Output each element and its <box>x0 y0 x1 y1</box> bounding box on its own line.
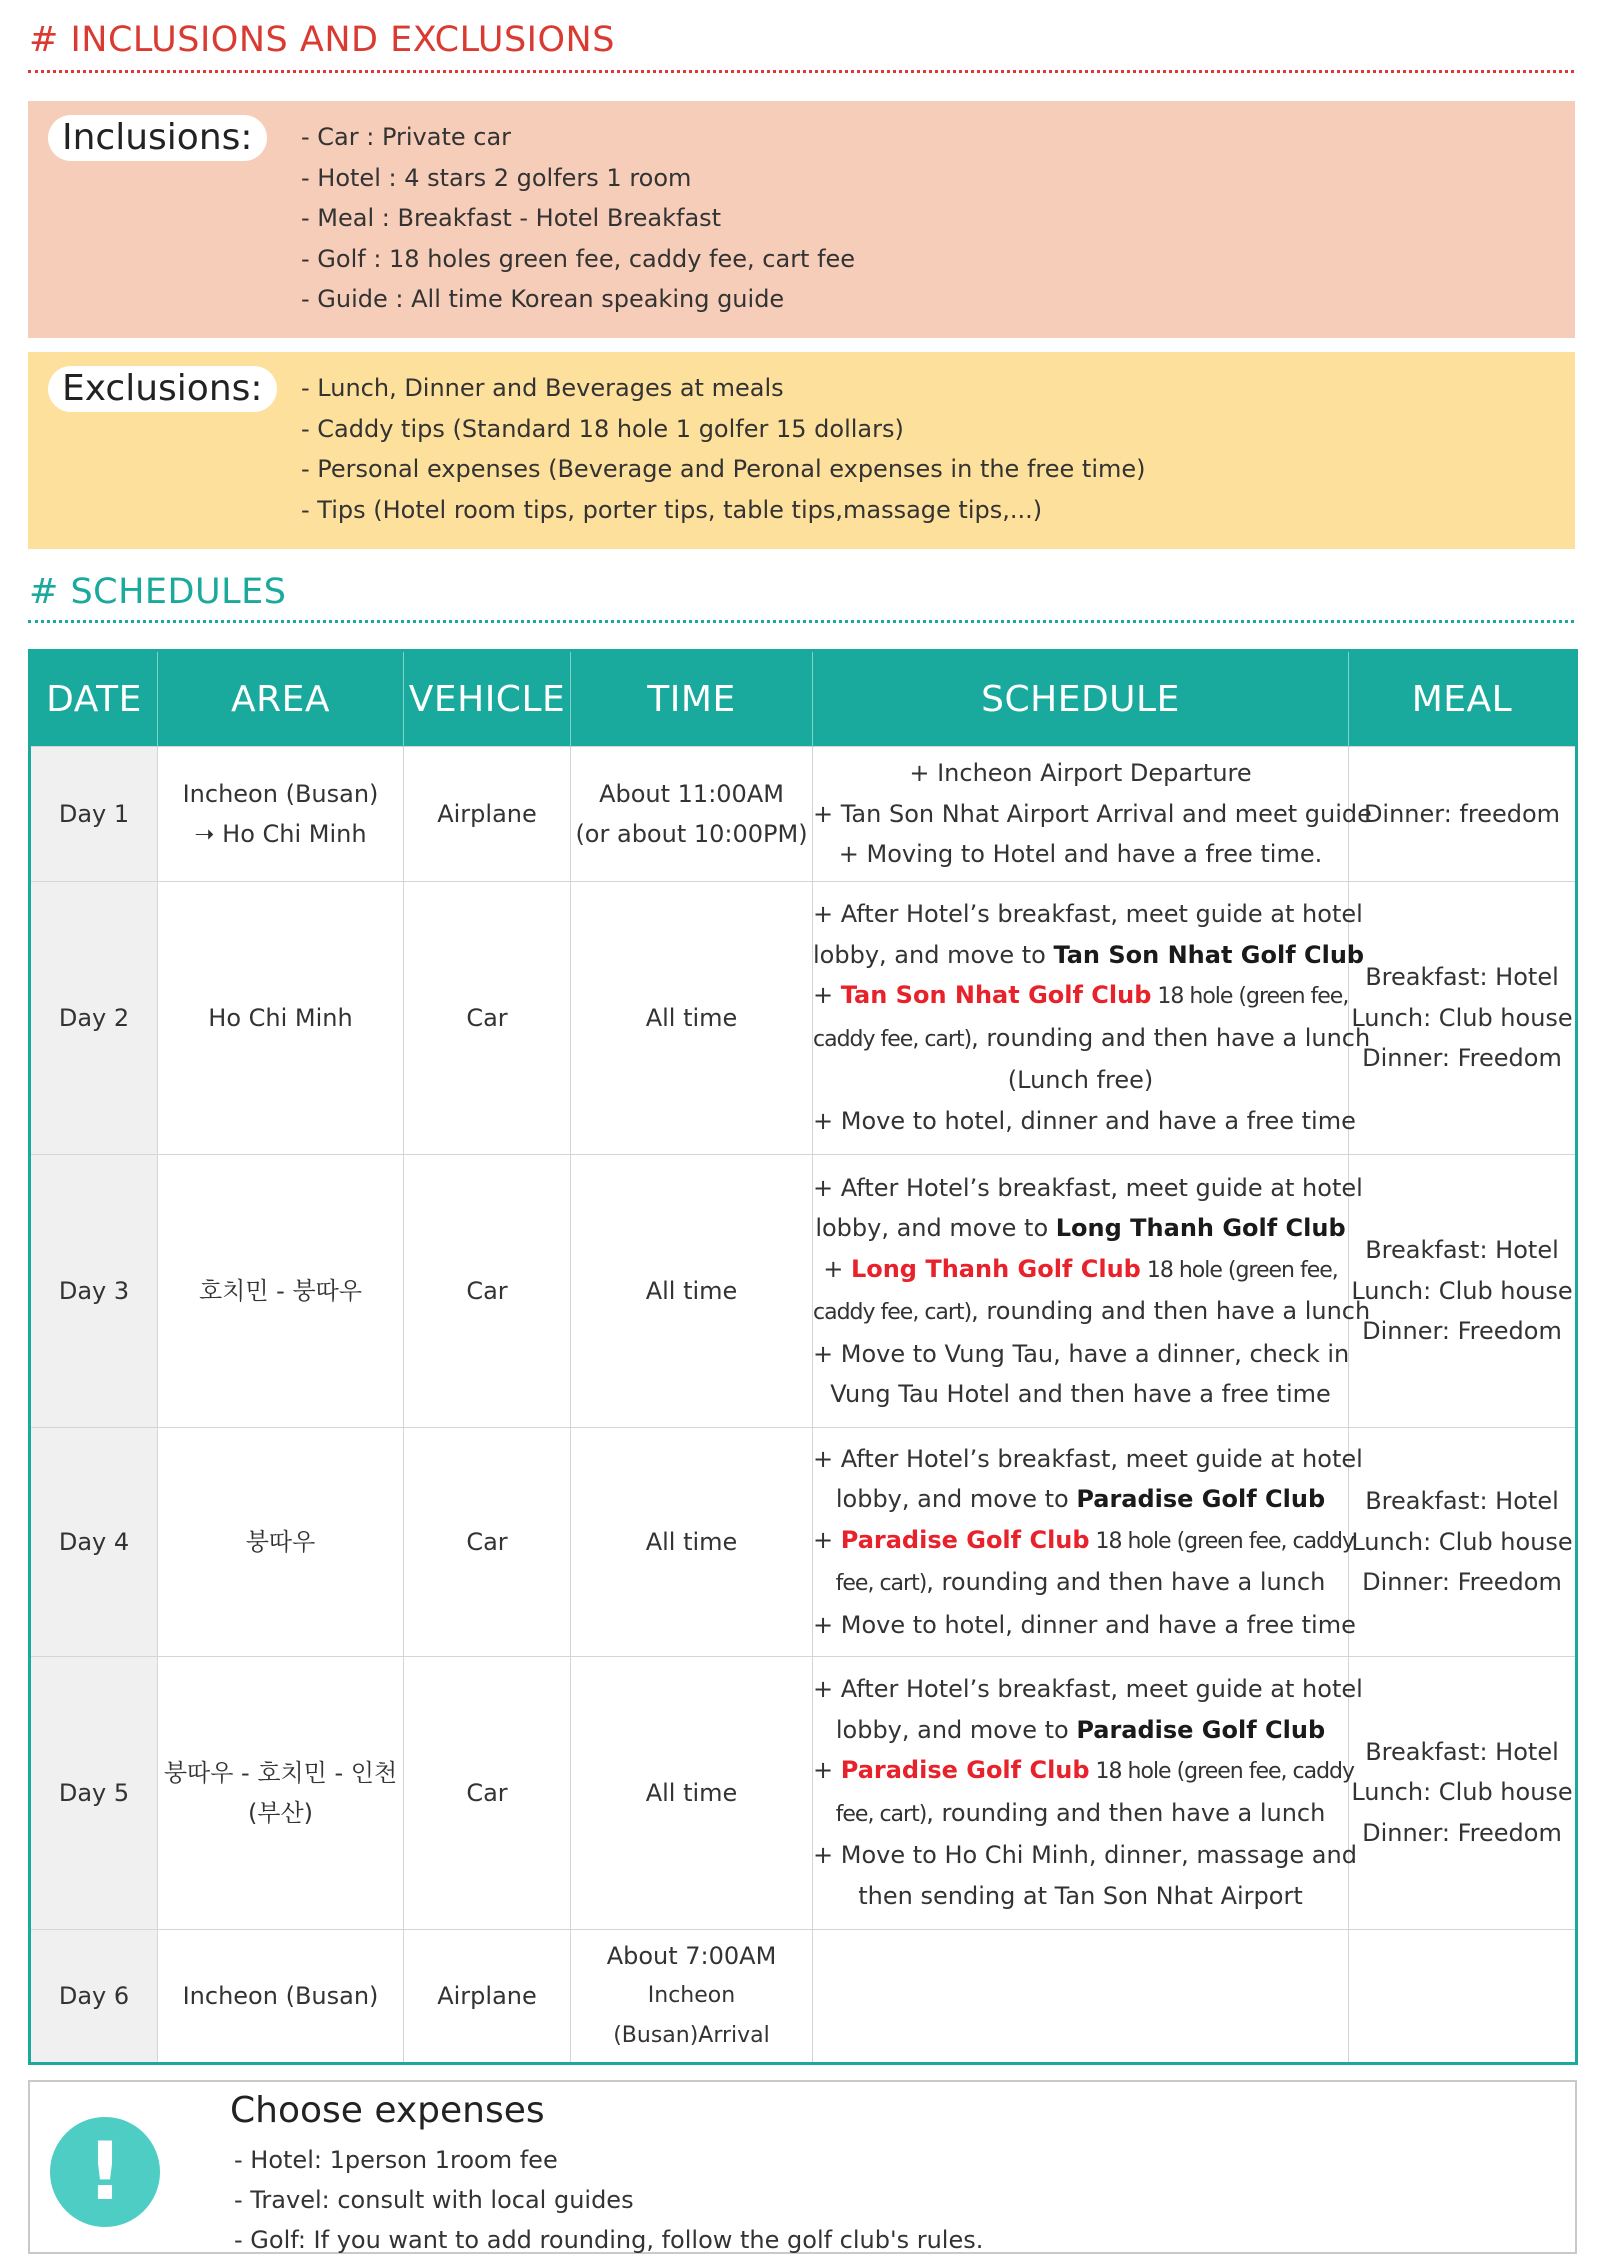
schedule-line <box>813 1479 1348 1520</box>
vehicle-cell: Airplane <box>404 1929 571 2063</box>
schedule-line <box>813 1334 1348 1375</box>
schedule-line <box>813 1208 1348 1249</box>
area-cell <box>158 1154 404 1427</box>
day-cell: Day 2 <box>30 881 158 1154</box>
schedule-detail: 18 hole (green fee, caddy <box>1089 1759 1355 1785</box>
vehicle-cell: Car <box>404 881 571 1154</box>
golf-club-highlight: Paradise Golf Club <box>840 1756 1090 1785</box>
meal-line: Dinner: Freedom <box>1362 1818 1562 1847</box>
schedule-text: + Move to hotel, dinner and have a free time <box>813 1106 1356 1135</box>
area-cell <box>158 747 404 882</box>
schedule-text: Vung Tau Hotel and then have a free time <box>830 1380 1331 1408</box>
table-row <box>30 1656 1577 1929</box>
schedule-cell <box>813 1656 1363 1929</box>
time-line: About 11:00AM <box>599 779 784 808</box>
schedule-line <box>813 1793 1348 1836</box>
area-line: ➝ Ho Chi Minh <box>194 819 367 848</box>
inclusions-list <box>301 117 855 320</box>
inclusions-exclusions-title: # INCLUSIONS AND EXCLUSIONS <box>29 20 615 60</box>
schedule-text: + After Hotel’s breakfast, meet guide at hotel <box>813 1675 1363 1704</box>
schedule-line <box>813 1018 1371 1061</box>
schedule-line <box>813 975 1348 1018</box>
area-cell <box>158 881 404 1154</box>
list-item: - Tips (Hotel room tips, porter tips, table tips,massage tips,...) <box>301 495 1043 524</box>
vehicle-cell: Car <box>404 1656 571 1929</box>
meal-line: Breakfast: Hotel <box>1365 1236 1559 1265</box>
schedule-cell <box>813 881 1371 1154</box>
schedule-line <box>813 1249 1348 1292</box>
meal-line: Breakfast: Hotel <box>1365 1487 1559 1516</box>
column-header-time: TIME <box>571 651 813 747</box>
list-item: - Hotel : 4 stars 2 golfers 1 room <box>301 163 692 192</box>
schedule-text: + Move to hotel, dinner and have a free time <box>813 1610 1356 1639</box>
list-item: - Caddy tips (Standard 18 hole 1 golfer 15 dollars) <box>301 414 904 443</box>
schedule-text: then sending at Tan Son Nhat Airport <box>858 1881 1303 1910</box>
schedule-line <box>813 935 1365 976</box>
table-row <box>30 1929 1577 2063</box>
schedule-text: , rounding and then have a lunch <box>971 1297 1371 1325</box>
list-item: - Golf: If you want to add rounding, follow the golf club's rules. <box>234 2226 984 2254</box>
schedule-line <box>813 1835 1357 1876</box>
schedule-cell <box>813 1929 1349 2063</box>
list-item: - Guide : All time Korean speaking guide <box>301 285 785 313</box>
column-header-date: DATE <box>30 651 158 747</box>
meal-line: Lunch: Club house <box>1351 1527 1573 1556</box>
schedule-detail: fee, cart) <box>835 1801 927 1827</box>
area-line: Ho Chi Minh <box>208 1003 353 1032</box>
time-cell <box>571 1656 813 1929</box>
exclusions-label: Exclusions: <box>48 366 277 412</box>
meal-cell <box>1349 1929 1577 2063</box>
schedule-text: + After Hotel’s breakfast, meet guide at hotel <box>813 1444 1363 1473</box>
schedule-line <box>813 1876 1348 1917</box>
schedule-table-body <box>30 747 1577 2064</box>
day-cell: Day 5 <box>30 1656 158 1929</box>
vehicle-cell: Car <box>404 1154 571 1427</box>
meal-cell <box>1349 1656 1577 1929</box>
schedule-text: lobby, and move to <box>835 1485 1077 1514</box>
golf-club-highlight: Tan Son Nhat Golf Club <box>840 981 1152 1010</box>
exclusions-list <box>301 368 1146 530</box>
day-cell: Day 3 <box>30 1154 158 1427</box>
schedule-text: + <box>813 981 841 1010</box>
schedule-detail: 18 hole (green fee, caddy <box>1089 1528 1355 1554</box>
meal-cell <box>1349 1154 1577 1427</box>
meal-cell <box>1349 747 1577 882</box>
meal-line: Dinner: freedom <box>1363 799 1561 828</box>
list-item: - Car : Private car <box>301 123 512 151</box>
schedule-text: + Incheon Airport Departure <box>909 759 1252 788</box>
table-row <box>30 881 1577 1154</box>
schedule-cell <box>813 1428 1363 1656</box>
schedule-line <box>813 1669 1363 1710</box>
time-cell <box>571 1929 813 2063</box>
schedule-line <box>813 1168 1363 1209</box>
inclusions-box <box>28 101 1575 338</box>
table-row <box>30 747 1577 882</box>
meal-line: Breakfast: Hotel <box>1365 963 1559 992</box>
schedule-line <box>813 1750 1355 1793</box>
area-line: 호치민 - 붕따우 <box>198 1277 363 1305</box>
schedule-text: + <box>813 1525 841 1554</box>
table-row <box>30 1154 1577 1427</box>
inclusions-label: Inclusions: <box>48 115 267 161</box>
meal-line: Breakfast: Hotel <box>1365 1737 1559 1766</box>
schedule-text: + <box>813 1756 841 1785</box>
schedule-line <box>813 753 1348 794</box>
schedule-line <box>813 1710 1348 1751</box>
meal-line: Lunch: Club house <box>1351 1003 1573 1032</box>
day-cell: Day 1 <box>30 747 158 882</box>
schedule-line <box>813 1291 1371 1334</box>
time-line: All time <box>645 1003 738 1032</box>
golf-club-name: Paradise Golf Club <box>1076 1485 1326 1514</box>
golf-club-name: Paradise Golf Club <box>1076 1715 1326 1744</box>
section-divider <box>28 70 1574 73</box>
column-header-meal: MEAL <box>1349 651 1577 747</box>
vehicle-cell: Car <box>404 1428 571 1656</box>
schedule-cell <box>813 747 1372 882</box>
notice-title: Choose expenses <box>230 2090 545 2131</box>
meal-cell <box>1349 1428 1577 1656</box>
schedule-text: lobby, and move to <box>815 1214 1056 1242</box>
area-line: Incheon (Busan) <box>182 779 379 808</box>
schedule-text: + Move to Ho Chi Minh, dinner, massage and <box>813 1841 1357 1870</box>
schedule-cell <box>813 1154 1371 1427</box>
vehicle-cell: Airplane <box>404 747 571 882</box>
schedule-text: + <box>823 1254 851 1283</box>
list-item: - Meal : Breakfast - Hotel Breakfast <box>301 204 722 232</box>
golf-club-highlight: Paradise Golf Club <box>840 1525 1090 1554</box>
section-divider <box>28 620 1574 623</box>
exclamation-icon: ! <box>50 2117 160 2227</box>
schedule-text: lobby, and move to <box>813 940 1054 969</box>
schedule-line <box>813 1605 1356 1646</box>
notice-list <box>234 2140 983 2260</box>
schedule-text: + Moving to Hotel and have a free time. <box>838 840 1323 869</box>
table-row <box>30 1428 1577 1656</box>
time-line: All time <box>645 1277 738 1305</box>
table-header-row <box>30 651 1577 747</box>
area-cell <box>158 1428 404 1656</box>
meal-line: Dinner: Freedom <box>1362 1568 1562 1597</box>
schedule-text: + After Hotel’s breakfast, meet guide at hotel <box>813 1173 1363 1202</box>
golf-club-name: Long Thanh Golf Club <box>1055 1214 1346 1242</box>
schedule-line <box>813 1101 1356 1142</box>
schedule-detail: caddy fee, cart) <box>813 1026 972 1052</box>
schedule-text: (Lunch free) <box>1007 1066 1154 1095</box>
area-line: (부산) <box>247 1798 314 1827</box>
schedule-text: + Move to Vung Tau, have a dinner, check in <box>813 1339 1350 1368</box>
time-line: All time <box>645 1778 738 1807</box>
schedule-detail: 18 hole (green fee, <box>1140 1257 1338 1283</box>
schedule-line <box>813 1439 1363 1480</box>
list-item: - Hotel: 1person 1room fee <box>234 2146 558 2174</box>
schedule-detail: caddy fee, cart) <box>813 1300 972 1325</box>
list-item: - Lunch, Dinner and Beverages at meals <box>301 374 784 402</box>
schedule-text: , rounding and then have a lunch <box>926 1568 1326 1597</box>
day-cell: Day 6 <box>30 1929 158 2063</box>
notice-box <box>28 2080 1577 2254</box>
area-line: 붕따우 - 호치민 - 인천 <box>163 1758 398 1787</box>
list-item: - Travel: consult with local guides <box>234 2186 634 2214</box>
schedule-detail: 18 hole (green fee, <box>1151 984 1349 1010</box>
meal-line: Dinner: Freedom <box>1362 1044 1562 1073</box>
time-line: (or about 10:00PM) <box>575 819 808 848</box>
schedule-table <box>28 649 1578 2065</box>
area-line: Incheon (Busan) <box>182 1981 379 2010</box>
schedule-line <box>813 1520 1355 1563</box>
schedule-text: , rounding and then have a lunch <box>971 1023 1371 1052</box>
list-item: - Golf : 18 holes green fee, caddy fee, cart fee <box>301 244 856 273</box>
schedule-text: lobby, and move to <box>835 1715 1077 1744</box>
meal-line: Lunch: Club house <box>1351 1778 1573 1807</box>
schedules-title: # SCHEDULES <box>29 572 287 612</box>
schedule-text: , rounding and then have a lunch <box>926 1798 1326 1827</box>
exclusions-box <box>28 352 1575 549</box>
day-cell: Day 4 <box>30 1428 158 1656</box>
schedule-line <box>813 894 1363 935</box>
time-line: About 7:00AM <box>606 1941 777 1970</box>
schedule-line <box>813 1562 1348 1605</box>
column-header-vehicle: VEHICLE <box>404 651 571 747</box>
time-cell <box>571 1428 813 1656</box>
time-cell <box>571 747 813 882</box>
time-line: All time <box>645 1527 738 1556</box>
golf-club-highlight: Long Thanh Golf Club <box>850 1254 1141 1283</box>
schedule-line <box>813 1060 1348 1101</box>
area-line: 붕따우 <box>245 1527 316 1556</box>
time-cell <box>571 1154 813 1427</box>
meal-cell <box>1349 881 1577 1154</box>
area-cell <box>158 1929 404 2063</box>
meal-line: Dinner: Freedom <box>1362 1317 1562 1346</box>
schedule-line <box>813 794 1372 835</box>
schedule-text: + After Hotel’s breakfast, meet guide at hotel <box>813 900 1363 929</box>
area-cell <box>158 1656 404 1929</box>
schedule-detail: fee, cart) <box>835 1571 927 1597</box>
schedule-line <box>813 1374 1348 1415</box>
schedule-text: + Tan Son Nhat Airport Arrival and meet guide <box>813 799 1372 828</box>
golf-club-name: Tan Son Nhat Golf Club <box>1053 940 1365 969</box>
list-item: - Personal expenses (Beverage and Peronal expenses in the free time) <box>301 455 1146 483</box>
meal-line: Lunch: Club house <box>1351 1276 1573 1305</box>
column-header-schedule: SCHEDULE <box>813 651 1349 747</box>
column-header-area: AREA <box>158 651 404 747</box>
time-line: Incheon (Busan)Arrival <box>613 1982 770 2048</box>
schedule-line <box>813 834 1348 875</box>
time-cell <box>571 881 813 1154</box>
